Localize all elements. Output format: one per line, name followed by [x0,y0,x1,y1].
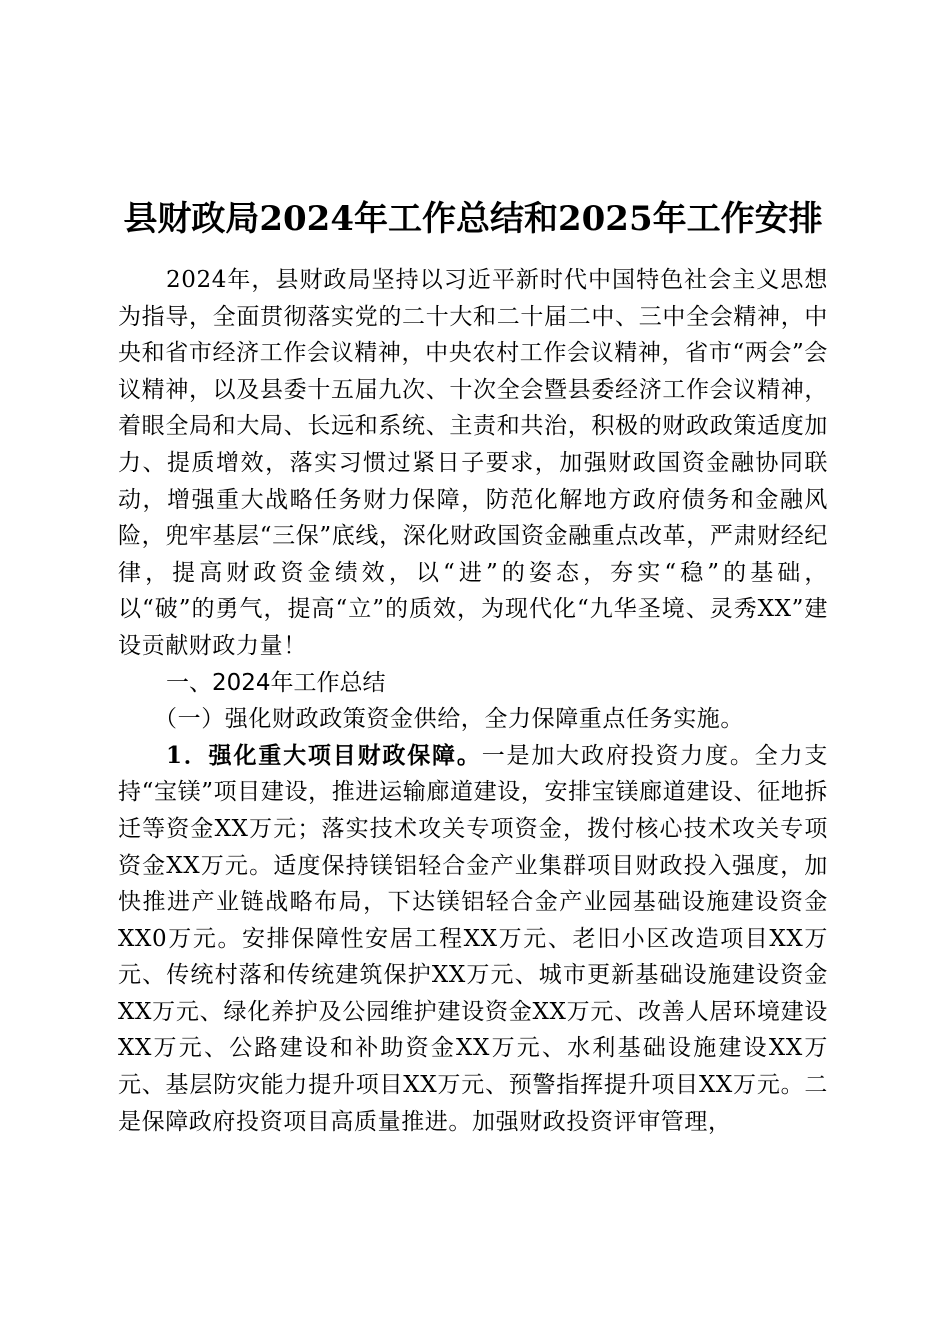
document-page [118,0,828,1344]
item-text: 一是加大政府投资力度。全力支持“宝镁”项目建设，推进运输廊道建设，安排宝镁廊道建设、征地拆迁等资金XX万元；落实技术攻关专项资金，拨付核心技术攻关专项资金XX万元。适度保持镁铝轻合金产业集群项目财政投入强度，加快推进产业链战略布局，下达镁铝轻合金产业园基础设施建设资金XX0万元。安排保障性安居工程XX万元、老旧小区改造项目XX万元、传统村落和传统建筑保护XX万元、城市更新基础设施建设资金XX万元、绿化养护及公园维护建设资金XX万元、改善人居环境建设XX万元、公路建设和补助资金XX万元、水利基础设施建设XX万元、基层防灾能力提升项目XX万元、预警指挥提升项目XX万元。二是保障政府投资项目高质量推进。加强财政投资评审管理， [118,742,828,1135]
item-paragraph [118,738,828,1141]
document-title: 县财政局2024年工作总结和2025年工作安排 [123,198,823,239]
subsection-heading: （一）强化财政政策资金供给，全力保障重点任务实施。 [154,706,744,733]
section-heading: 一、2024年工作总结 [166,669,386,696]
item-lead: 1．强化重大项目财政保障。 [166,741,482,769]
intro-paragraph: 2024年，县财政局坚持以习近平新时代中国特色社会主义思想为指导，全面贯彻落实党的二十大和二十届二中、三中全会精神，中央和省市经济工作会议精神，中央农村工作会议精神，省市“两会”会议精神，以及县委十五届九次、十次全会暨县委经济工作会议精神，着眼全局和大局、长远和系统、主责和共治，积极的财政政策适度加力、提质增效，落实习惯过紧日子要求，加强财政国资金融协同联动，增强重大战略任务财力保障，防范化解地方政府债务和金融风险，兜牢基层“三保”底线，深化财政国资金融重点改革，严肃财经纪律，提高财政资金绩效，以“进”的姿态，夯实“稳”的基础，以“破”的勇气，提高“立”的质效，为现代化“九华圣境、灵秀XX”建设贡献财政力量！ [118,267,828,659]
document-body [118,262,828,1140]
